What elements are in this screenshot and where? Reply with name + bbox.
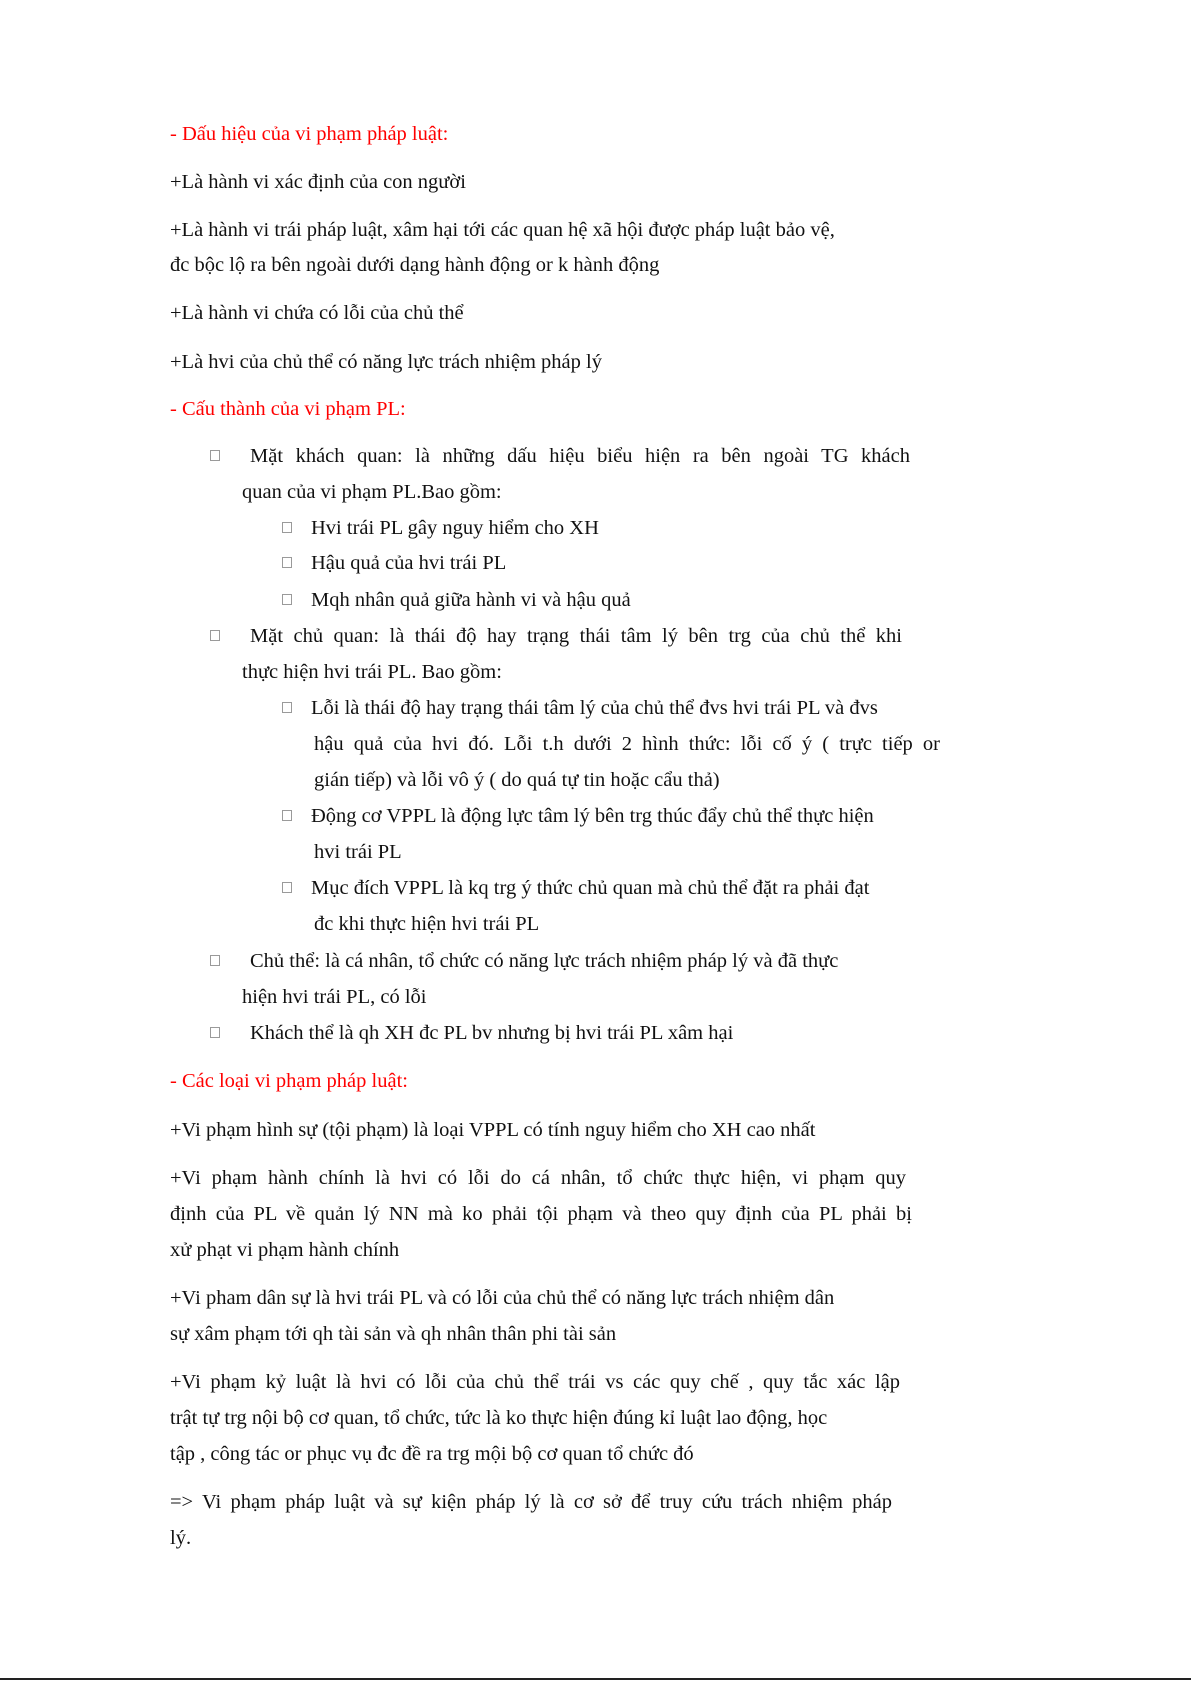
- bullet-line: hiện hvi trái PL, có lỗi: [242, 986, 427, 1008]
- paragraph-line: +Vi phạm hành chính là hvi có lỗi do cá nhân, tổ chức thực hiện, vi phạm quy: [170, 1167, 906, 1189]
- empty-checkbox-icon: [210, 955, 220, 966]
- empty-checkbox-icon: [210, 450, 220, 461]
- sub-bullet-line: Hậu quả của hvi trái PL: [311, 552, 507, 574]
- sub-bullet-line: Hvi trái PL gây nguy hiểm cho XH: [311, 517, 599, 539]
- sub-bullet-line: hvi trái PL: [314, 841, 402, 863]
- paragraph-line: đc bộc lộ ra bên ngoài dưới dạng hành động or k hành động: [170, 254, 660, 276]
- sub-bullet-line: Lỗi là thái độ hay trạng thái tâm lý của chủ thể đvs hvi trái PL và đvs: [311, 697, 878, 719]
- empty-checkbox-icon: [282, 522, 292, 533]
- bullet-line: Mặt khách quan: là những dấu hiệu biểu hiện ra bên ngoài TG khách: [250, 445, 910, 467]
- paragraph-line: +Vi phạm hình sự (tội phạm) là loại VPPL có tính nguy hiểm cho XH cao nhất: [170, 1119, 816, 1141]
- sub-bullet-line: gián tiếp) và lỗi vô ý ( do quá tự tin hoặc cẩu thả): [314, 769, 720, 791]
- paragraph-line: trật tự trg nội bộ cơ quan, tổ chức, tức là ko thực hiện đúng kỉ luật lao động, học: [170, 1407, 828, 1429]
- empty-checkbox-icon: [282, 810, 292, 821]
- paragraph-line: +Vi phạm kỷ luật là hvi có lỗi của chủ thể trái vs các quy chế , quy tắc xác lập: [170, 1371, 900, 1393]
- paragraph-line: tập , công tác or phục vụ đc đề ra trg mội bộ cơ quan tổ chức đó: [170, 1443, 694, 1465]
- paragraph-line: xử phạt vi phạm hành chính: [170, 1239, 400, 1261]
- sub-bullet-line: Mục đích VPPL là kq trg ý thức chủ quan mà chủ thể đặt ra phải đạt: [311, 877, 870, 899]
- bullet-line: Mặt chủ quan: là thái độ hay trạng thái tâm lý bên trg của chủ thể khi: [250, 625, 902, 647]
- section-heading-cac-loai: - Các loại vi phạm pháp luật:: [170, 1070, 408, 1092]
- paragraph-line: +Là hành vi chứa có lỗi của chủ thể: [170, 302, 464, 324]
- page-bottom-rule: [0, 1678, 1191, 1680]
- section-heading-dau-hieu: - Dấu hiệu của vi phạm pháp luật:: [170, 123, 449, 145]
- sub-bullet-line: đc khi thực hiện hvi trái PL: [314, 913, 540, 935]
- empty-checkbox-icon: [282, 594, 292, 605]
- conclusion-line: => Vi phạm pháp luật và sự kiện pháp lý là cơ sở để truy cứu trách nhiệm pháp: [170, 1491, 892, 1513]
- sub-bullet-line: hậu quả của hvi đó. Lỗi t.h dưới 2 hình thức: lỗi cố ý ( trực tiếp or: [314, 733, 940, 755]
- paragraph-line: sự xâm phạm tới qh tài sản và qh nhân thân phi tài sản: [170, 1323, 617, 1345]
- sub-bullet-line: Mqh nhân quả giữa hành vi và hậu quả: [311, 589, 631, 611]
- paragraph-line: +Vi pham dân sự là hvi trái PL và có lỗi của chủ thể có năng lực trách nhiệm dân: [170, 1287, 835, 1309]
- empty-checkbox-icon: [210, 1027, 220, 1038]
- bullet-line: quan của vi phạm PL.Bao gồm:: [242, 481, 502, 503]
- bullet-line: thực hiện hvi trái PL. Bao gồm:: [242, 661, 502, 683]
- section-heading-cau-thanh: - Cấu thành của vi phạm PL:: [170, 398, 406, 420]
- bullet-line: Chủ thể: là cá nhân, tổ chức có năng lực trách nhiệm pháp lý và đã thực: [250, 950, 839, 972]
- empty-checkbox-icon: [282, 557, 292, 568]
- empty-checkbox-icon: [210, 630, 220, 641]
- paragraph-line: +Là hvi của chủ thể có năng lực trách nhiệm pháp lý: [170, 351, 602, 373]
- conclusion-line: lý.: [170, 1527, 192, 1549]
- paragraph-line: định của PL về quản lý NN mà ko phải tội phạm và theo quy định của PL phải bị: [170, 1203, 912, 1225]
- empty-checkbox-icon: [282, 702, 292, 713]
- sub-bullet-line: Động cơ VPPL là động lực tâm lý bên trg thúc đẩy chủ thể thực hiện: [311, 805, 874, 827]
- paragraph-line: +Là hành vi xác định của con người: [170, 171, 466, 193]
- empty-checkbox-icon: [282, 882, 292, 893]
- bullet-line: Khách thể là qh XH đc PL bv nhưng bị hvi trái PL xâm hại: [250, 1022, 734, 1044]
- paragraph-line: +Là hành vi trái pháp luật, xâm hại tới các quan hệ xã hội được pháp luật bảo vệ,: [170, 219, 835, 241]
